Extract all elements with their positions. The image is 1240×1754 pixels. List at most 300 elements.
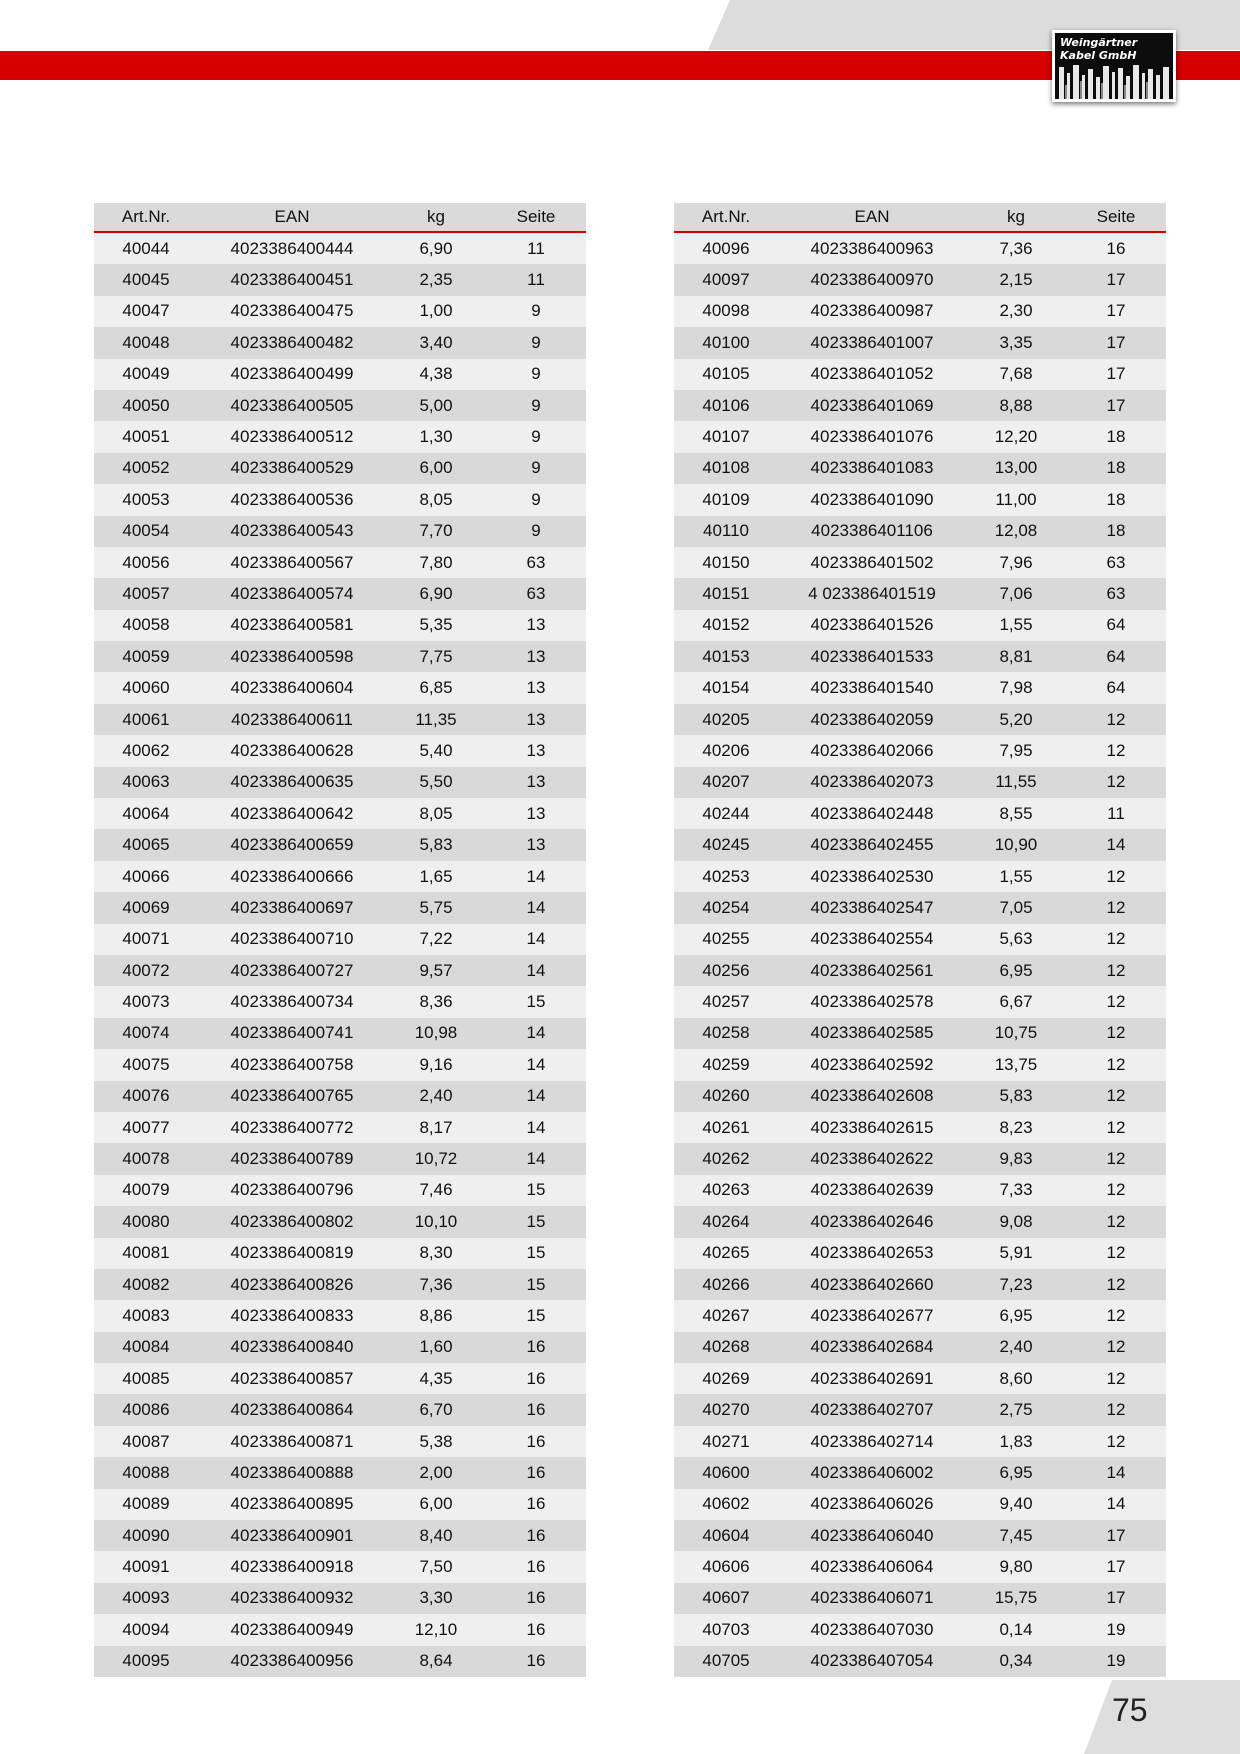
art-nr-cell: 40600 <box>674 1457 778 1488</box>
art-nr-cell: 40255 <box>674 924 778 955</box>
kg-cell: 12,10 <box>386 1614 486 1645</box>
art-nr-cell: 40263 <box>674 1175 778 1206</box>
seite-cell: 17 <box>1066 1583 1166 1614</box>
ean-cell: 4023386402547 <box>778 892 966 923</box>
art-nr-cell: 40150 <box>674 547 778 578</box>
kg-cell: 1,60 <box>386 1332 486 1363</box>
ean-cell: 4023386400666 <box>198 861 386 892</box>
seite-cell: 19 <box>1066 1646 1166 1677</box>
seite-cell: 9 <box>486 453 586 484</box>
art-nr-cell: 40090 <box>94 1520 198 1551</box>
table-row <box>674 924 1166 955</box>
art-nr-cell: 40266 <box>674 1269 778 1300</box>
ean-cell: 4023386400949 <box>198 1614 386 1645</box>
table-row <box>94 986 586 1017</box>
seite-cell: 14 <box>486 892 586 923</box>
table-row <box>674 484 1166 515</box>
art-nr-cell: 40058 <box>94 610 198 641</box>
kg-cell: 4,38 <box>386 359 486 390</box>
ean-cell: 4023386401502 <box>778 547 966 578</box>
art-nr-cell: 40049 <box>94 359 198 390</box>
seite-cell: 17 <box>1066 264 1166 295</box>
art-nr-cell: 40072 <box>94 955 198 986</box>
table-row <box>94 892 586 923</box>
table-row <box>674 1269 1166 1300</box>
seite-cell: 17 <box>1066 296 1166 327</box>
ean-cell: 4023386400642 <box>198 798 386 829</box>
art-nr-cell: 40083 <box>94 1300 198 1331</box>
ean-cell: 4023386400536 <box>198 484 386 515</box>
kg-cell: 7,05 <box>966 892 1066 923</box>
ean-cell: 4023386400611 <box>198 704 386 735</box>
header-kg: kg <box>966 203 1066 232</box>
art-nr-cell: 40095 <box>94 1646 198 1677</box>
art-nr-cell: 40110 <box>674 516 778 547</box>
kg-cell: 2,40 <box>966 1332 1066 1363</box>
art-nr-cell: 40604 <box>674 1520 778 1551</box>
kg-cell: 10,90 <box>966 829 1066 860</box>
art-nr-cell: 40100 <box>674 327 778 358</box>
kg-cell: 7,06 <box>966 578 1066 609</box>
seite-cell: 9 <box>486 296 586 327</box>
art-nr-cell: 40054 <box>94 516 198 547</box>
table-row <box>674 1457 1166 1488</box>
seite-cell: 15 <box>486 1238 586 1269</box>
kg-cell: 9,40 <box>966 1489 1066 1520</box>
table-row <box>674 704 1166 735</box>
ean-cell: 4023386400604 <box>198 672 386 703</box>
seite-cell: 12 <box>1066 861 1166 892</box>
table-row <box>674 264 1166 295</box>
ean-cell: 4 023386401519 <box>778 578 966 609</box>
ean-cell: 4023386402646 <box>778 1206 966 1237</box>
art-nr-cell: 40075 <box>94 1049 198 1080</box>
seite-cell: 12 <box>1066 892 1166 923</box>
art-nr-cell: 40079 <box>94 1175 198 1206</box>
kg-cell: 10,98 <box>386 1018 486 1049</box>
kg-cell: 6,00 <box>386 1489 486 1520</box>
seite-cell: 16 <box>486 1332 586 1363</box>
ean-cell: 4023386400444 <box>198 232 386 264</box>
ean-cell: 4023386400499 <box>198 359 386 390</box>
kg-cell: 8,81 <box>966 641 1066 672</box>
kg-cell: 5,91 <box>966 1238 1066 1269</box>
table-row <box>674 421 1166 452</box>
ean-cell: 4023386402554 <box>778 924 966 955</box>
kg-cell: 8,55 <box>966 798 1066 829</box>
table-row <box>94 484 586 515</box>
table-row <box>674 986 1166 1017</box>
kg-cell: 6,95 <box>966 1457 1066 1488</box>
table-row <box>94 232 586 264</box>
table-row <box>94 516 586 547</box>
table-row <box>94 578 586 609</box>
kg-cell: 7,36 <box>386 1269 486 1300</box>
kg-cell: 9,80 <box>966 1551 1066 1582</box>
table-row <box>674 1551 1166 1582</box>
ean-cell: 4023386400659 <box>198 829 386 860</box>
seite-cell: 16 <box>1066 232 1166 264</box>
art-nr-cell: 40261 <box>674 1112 778 1143</box>
ean-cell: 4023386400628 <box>198 735 386 766</box>
kg-cell: 9,08 <box>966 1206 1066 1237</box>
seite-cell: 13 <box>486 735 586 766</box>
kg-cell: 8,64 <box>386 1646 486 1677</box>
seite-cell: 16 <box>486 1426 586 1457</box>
table-row <box>94 1426 586 1457</box>
art-nr-cell: 40081 <box>94 1238 198 1269</box>
kg-cell: 7,50 <box>386 1551 486 1582</box>
seite-cell: 63 <box>486 547 586 578</box>
seite-cell: 13 <box>486 798 586 829</box>
seite-cell: 9 <box>486 327 586 358</box>
ean-cell: 4023386400833 <box>198 1300 386 1331</box>
seite-cell: 16 <box>486 1520 586 1551</box>
kg-cell: 1,00 <box>386 296 486 327</box>
table-row <box>674 296 1166 327</box>
kg-cell: 2,75 <box>966 1394 1066 1425</box>
kg-cell: 7,75 <box>386 641 486 672</box>
seite-cell: 15 <box>486 1175 586 1206</box>
seite-cell: 15 <box>486 986 586 1017</box>
kg-cell: 5,83 <box>386 829 486 860</box>
ean-cell: 4023386402059 <box>778 704 966 735</box>
ean-cell: 4023386402073 <box>778 767 966 798</box>
ean-cell: 4023386401533 <box>778 641 966 672</box>
art-nr-cell: 40071 <box>94 924 198 955</box>
page-number: 75 <box>1112 1692 1148 1728</box>
right-article-table <box>674 203 1166 1677</box>
table-row <box>94 829 586 860</box>
kg-cell: 9,16 <box>386 1049 486 1080</box>
table-row <box>94 767 586 798</box>
table-row <box>94 1646 586 1677</box>
table-row <box>94 1394 586 1425</box>
art-nr-cell: 40063 <box>94 767 198 798</box>
seite-cell: 17 <box>1066 1551 1166 1582</box>
logo-text <box>1060 36 1137 62</box>
table-row <box>94 1300 586 1331</box>
ean-cell: 4023386400581 <box>198 610 386 641</box>
header-seite: Seite <box>1066 203 1166 232</box>
seite-cell: 14 <box>1066 1457 1166 1488</box>
table-row <box>674 861 1166 892</box>
kg-cell: 1,55 <box>966 861 1066 892</box>
kg-cell: 5,75 <box>386 892 486 923</box>
art-nr-cell: 40253 <box>674 861 778 892</box>
seite-cell: 12 <box>1066 1426 1166 1457</box>
table-row <box>674 578 1166 609</box>
ean-cell: 4023386400512 <box>198 421 386 452</box>
kg-cell: 6,90 <box>386 578 486 609</box>
table-row <box>674 547 1166 578</box>
table-row <box>94 1112 586 1143</box>
ean-cell: 4023386402714 <box>778 1426 966 1457</box>
art-nr-cell: 40267 <box>674 1300 778 1331</box>
table-row <box>674 955 1166 986</box>
table-row <box>94 610 586 641</box>
ean-cell: 4023386400727 <box>198 955 386 986</box>
kg-cell: 7,23 <box>966 1269 1066 1300</box>
company-logo <box>1052 30 1176 102</box>
seite-cell: 12 <box>1066 1300 1166 1331</box>
kg-cell: 2,40 <box>386 1081 486 1112</box>
art-nr-cell: 40244 <box>674 798 778 829</box>
ean-cell: 4023386400871 <box>198 1426 386 1457</box>
art-nr-cell: 40045 <box>94 264 198 295</box>
table-row <box>94 1332 586 1363</box>
ean-cell: 4023386400956 <box>198 1646 386 1677</box>
kg-cell: 7,98 <box>966 672 1066 703</box>
ean-cell: 4023386400857 <box>198 1363 386 1394</box>
table-row <box>674 327 1166 358</box>
table-row <box>674 1112 1166 1143</box>
ean-cell: 4023386400567 <box>198 547 386 578</box>
art-nr-cell: 40262 <box>674 1143 778 1174</box>
seite-cell: 12 <box>1066 1206 1166 1237</box>
kg-cell: 6,00 <box>386 453 486 484</box>
ean-cell: 4023386400475 <box>198 296 386 327</box>
table-row <box>94 547 586 578</box>
seite-cell: 63 <box>1066 578 1166 609</box>
kg-cell: 5,40 <box>386 735 486 766</box>
table-row <box>94 798 586 829</box>
seite-cell: 14 <box>1066 1489 1166 1520</box>
ean-cell: 4023386407054 <box>778 1646 966 1677</box>
art-nr-cell: 40061 <box>94 704 198 735</box>
kg-cell: 8,88 <box>966 390 1066 421</box>
seite-cell: 14 <box>486 1018 586 1049</box>
ean-cell: 4023386401007 <box>778 327 966 358</box>
art-nr-cell: 40064 <box>94 798 198 829</box>
table-row <box>94 1583 586 1614</box>
table-row <box>94 390 586 421</box>
ean-cell: 4023386402691 <box>778 1363 966 1394</box>
art-nr-cell: 40105 <box>674 359 778 390</box>
kg-cell: 4,35 <box>386 1363 486 1394</box>
table-row <box>674 1646 1166 1677</box>
ean-cell: 4023386402660 <box>778 1269 966 1300</box>
table-row <box>94 641 586 672</box>
art-nr-cell: 40152 <box>674 610 778 641</box>
seite-cell: 14 <box>486 861 586 892</box>
art-nr-cell: 40050 <box>94 390 198 421</box>
ean-cell: 4023386402066 <box>778 735 966 766</box>
art-nr-cell: 40065 <box>94 829 198 860</box>
table-row <box>94 861 586 892</box>
seite-cell: 16 <box>486 1583 586 1614</box>
table-row <box>94 1551 586 1582</box>
table-row <box>674 1049 1166 1080</box>
header-ean: EAN <box>778 203 966 232</box>
table-row <box>94 1143 586 1174</box>
kg-cell: 6,90 <box>386 232 486 264</box>
ean-cell: 4023386400734 <box>198 986 386 1017</box>
table-row <box>674 390 1166 421</box>
kg-cell: 8,40 <box>386 1520 486 1551</box>
seite-cell: 12 <box>1066 924 1166 955</box>
kg-cell: 7,95 <box>966 735 1066 766</box>
kg-cell: 13,00 <box>966 453 1066 484</box>
kg-cell: 5,63 <box>966 924 1066 955</box>
art-nr-cell: 40154 <box>674 672 778 703</box>
table-row <box>94 359 586 390</box>
table-row <box>94 1457 586 1488</box>
seite-cell: 64 <box>1066 641 1166 672</box>
art-nr-cell: 40097 <box>674 264 778 295</box>
ean-cell: 4023386406040 <box>778 1520 966 1551</box>
table-row <box>674 1143 1166 1174</box>
table-row <box>94 1489 586 1520</box>
logo-text-line1: Weingärtner <box>1060 36 1138 49</box>
ean-cell: 4023386400819 <box>198 1238 386 1269</box>
seite-cell: 12 <box>1066 986 1166 1017</box>
table-row <box>674 1300 1166 1331</box>
art-nr-cell: 40271 <box>674 1426 778 1457</box>
art-nr-cell: 40270 <box>674 1394 778 1425</box>
seite-cell: 17 <box>1066 1520 1166 1551</box>
kg-cell: 7,68 <box>966 359 1066 390</box>
table-row <box>674 892 1166 923</box>
kg-cell: 2,35 <box>386 264 486 295</box>
table-row <box>94 1049 586 1080</box>
art-nr-cell: 40047 <box>94 296 198 327</box>
table-row <box>94 1018 586 1049</box>
kg-cell: 8,17 <box>386 1112 486 1143</box>
art-nr-cell: 40207 <box>674 767 778 798</box>
art-nr-cell: 40084 <box>94 1332 198 1363</box>
ean-cell: 4023386400505 <box>198 390 386 421</box>
ean-cell: 4023386400598 <box>198 641 386 672</box>
table-row <box>674 1489 1166 1520</box>
kg-cell: 8,23 <box>966 1112 1066 1143</box>
seite-cell: 16 <box>486 1646 586 1677</box>
table-row <box>674 610 1166 641</box>
seite-cell: 12 <box>1066 1081 1166 1112</box>
ean-cell: 4023386401052 <box>778 359 966 390</box>
kg-cell: 3,35 <box>966 327 1066 358</box>
kg-cell: 15,75 <box>966 1583 1066 1614</box>
ean-cell: 4023386400543 <box>198 516 386 547</box>
seite-cell: 9 <box>486 390 586 421</box>
art-nr-cell: 40089 <box>94 1489 198 1520</box>
seite-cell: 17 <box>1066 390 1166 421</box>
kg-cell: 5,00 <box>386 390 486 421</box>
ean-cell: 4023386400888 <box>198 1457 386 1488</box>
table-row <box>674 1206 1166 1237</box>
seite-cell: 12 <box>1066 955 1166 986</box>
table-row <box>94 735 586 766</box>
seite-cell: 13 <box>486 672 586 703</box>
table-row <box>674 1238 1166 1269</box>
kg-cell: 7,45 <box>966 1520 1066 1551</box>
kg-cell: 7,96 <box>966 547 1066 578</box>
art-nr-cell: 40705 <box>674 1646 778 1677</box>
seite-cell: 13 <box>486 641 586 672</box>
art-nr-cell: 40094 <box>94 1614 198 1645</box>
table-row <box>94 672 586 703</box>
kg-cell: 10,10 <box>386 1206 486 1237</box>
seite-cell: 12 <box>1066 767 1166 798</box>
header-art-nr: Art.Nr. <box>94 203 198 232</box>
seite-cell: 18 <box>1066 421 1166 452</box>
art-nr-cell: 40085 <box>94 1363 198 1394</box>
ean-cell: 4023386400574 <box>198 578 386 609</box>
seite-cell: 18 <box>1066 484 1166 515</box>
kg-cell: 2,30 <box>966 296 1066 327</box>
table-row <box>94 704 586 735</box>
art-nr-cell: 40703 <box>674 1614 778 1645</box>
kg-cell: 5,35 <box>386 610 486 641</box>
table-row <box>674 1614 1166 1645</box>
table-row <box>94 453 586 484</box>
art-nr-cell: 40265 <box>674 1238 778 1269</box>
table-row <box>674 798 1166 829</box>
kg-cell: 8,30 <box>386 1238 486 1269</box>
seite-cell: 12 <box>1066 704 1166 735</box>
art-nr-cell: 40264 <box>674 1206 778 1237</box>
art-nr-cell: 40057 <box>94 578 198 609</box>
table-row <box>674 1426 1166 1457</box>
seite-cell: 63 <box>1066 547 1166 578</box>
kg-cell: 7,33 <box>966 1175 1066 1206</box>
art-nr-cell: 40258 <box>674 1018 778 1049</box>
table-row <box>674 1520 1166 1551</box>
seite-cell: 14 <box>486 955 586 986</box>
seite-cell: 14 <box>486 1143 586 1174</box>
art-nr-cell: 40080 <box>94 1206 198 1237</box>
seite-cell: 11 <box>486 264 586 295</box>
ean-cell: 4023386400963 <box>778 232 966 264</box>
ean-cell: 4023386402639 <box>778 1175 966 1206</box>
art-nr-cell: 40091 <box>94 1551 198 1582</box>
table-row <box>674 516 1166 547</box>
seite-cell: 12 <box>1066 1143 1166 1174</box>
table-row <box>674 735 1166 766</box>
ean-cell: 4023386401090 <box>778 484 966 515</box>
kg-cell: 7,70 <box>386 516 486 547</box>
art-nr-cell: 40602 <box>674 1489 778 1520</box>
ean-cell: 4023386401540 <box>778 672 966 703</box>
seite-cell: 64 <box>1066 610 1166 641</box>
seite-cell: 14 <box>486 924 586 955</box>
art-nr-cell: 40268 <box>674 1332 778 1363</box>
kg-cell: 11,00 <box>966 484 1066 515</box>
art-nr-cell: 40051 <box>94 421 198 452</box>
table-header-row <box>94 203 586 232</box>
art-nr-cell: 40078 <box>94 1143 198 1174</box>
art-nr-cell: 40077 <box>94 1112 198 1143</box>
seite-cell: 16 <box>486 1551 586 1582</box>
ean-cell: 4023386402585 <box>778 1018 966 1049</box>
table-row <box>674 767 1166 798</box>
seite-cell: 12 <box>1066 1394 1166 1425</box>
ean-cell: 4023386406064 <box>778 1551 966 1582</box>
art-nr-cell: 40086 <box>94 1394 198 1425</box>
kg-cell: 11,55 <box>966 767 1066 798</box>
art-nr-cell: 40074 <box>94 1018 198 1049</box>
table-row <box>94 1269 586 1300</box>
kg-cell: 6,85 <box>386 672 486 703</box>
table-row <box>674 1175 1166 1206</box>
ean-cell: 4023386402707 <box>778 1394 966 1425</box>
kg-cell: 7,36 <box>966 232 1066 264</box>
ean-cell: 4023386400895 <box>198 1489 386 1520</box>
art-nr-cell: 40206 <box>674 735 778 766</box>
kg-cell: 6,95 <box>966 1300 1066 1331</box>
seite-cell: 63 <box>486 578 586 609</box>
logo-text-line2: Kabel GmbH <box>1060 49 1137 62</box>
